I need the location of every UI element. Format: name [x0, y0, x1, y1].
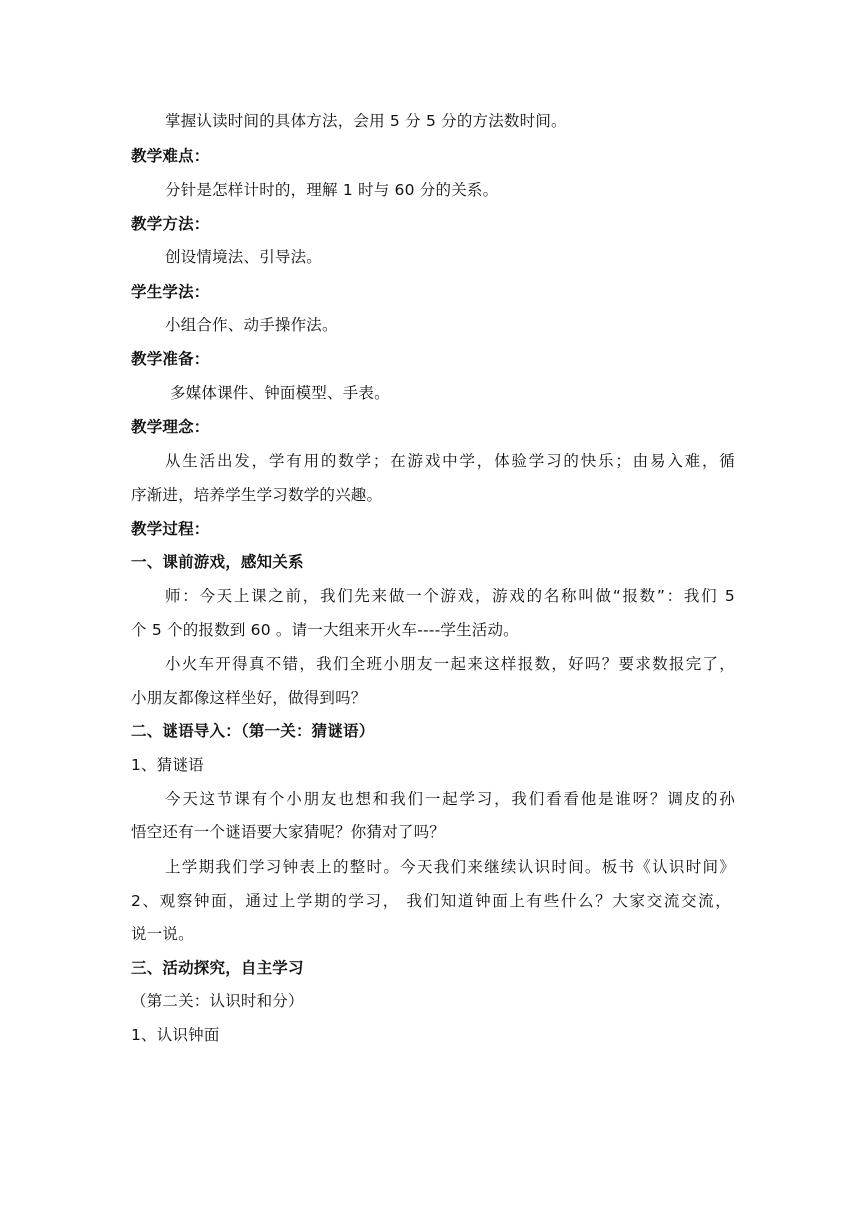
- learning-method-text: 小组合作、动手操作法。: [165, 316, 338, 334]
- section-3-item-1: 1、认识钟面: [131, 1026, 220, 1044]
- section-1-paragraph-2-line-2: 小朋友都像这样坐好，做得到吗？: [131, 689, 367, 707]
- section-1-paragraph-1-line-1: 师：今天上课之前，我们先来做一个游戏，游戏的名称叫做“报数”：我们 5: [165, 587, 735, 605]
- section-3-heading: 三、活动探究，自主学习: [131, 959, 304, 977]
- heading-process: 教学过程：: [131, 520, 210, 538]
- philosophy-text-line-1: 从生活出发，学有用的数学；在游戏中学，体验学习的快乐；由易入难，循: [165, 452, 735, 470]
- heading-difficulty: 教学难点：: [131, 147, 210, 165]
- heading-learning-method: 学生学法：: [131, 283, 210, 301]
- heading-philosophy: 教学理念：: [131, 418, 210, 436]
- section-3-subheading: （第二关：认识时和分）: [131, 992, 304, 1010]
- difficulty-text: 分针是怎样计时的，理解 1 时与 60 分的关系。: [165, 181, 499, 199]
- section-2-heading: 二、谜语导入：（第一关：猜谜语）: [131, 722, 375, 740]
- objective-text: 掌握认读时间的具体方法，会用 5 分 5 分的方法数时间。: [165, 112, 567, 130]
- section-2-paragraph-1-line-2: 悟空还有一个谜语要大家猜呢？你猜对了吗？: [131, 823, 446, 841]
- heading-preparation: 教学准备：: [131, 350, 210, 368]
- section-2-paragraph-2: 上学期我们学习钟表上的整时。今天我们来继续认识时间。板书《认识时间》: [165, 858, 735, 876]
- philosophy-text-line-2: 序渐进，培养学生学习数学的兴趣。: [131, 486, 383, 504]
- section-2-item-2-line-1: 2、观察钟面，通过上学期的学习， 我们知道钟面上有些什么？大家交流交流，: [131, 892, 731, 910]
- section-1-heading: 一、课前游戏，感知关系: [131, 553, 304, 571]
- heading-teaching-method: 教学方法：: [131, 215, 210, 233]
- preparation-text: 多媒体课件、钟面模型、手表。: [170, 384, 390, 402]
- section-2-paragraph-1-line-1: 今天这节课有个小朋友也想和我们一起学习，我们看看他是谁呀？调皮的孙: [165, 790, 735, 808]
- section-1-paragraph-1-line-2: 个 5 个的报数到 60 。请一大组来开火车----学生活动。: [131, 621, 519, 639]
- section-2-item-2-line-2: 说一说。: [131, 925, 194, 943]
- section-2-item-1: 1、猜谜语: [131, 756, 204, 774]
- section-1-paragraph-2-line-1: 小火车开得真不错，我们全班小朋友一起来这样报数，好吗？要求数报完了，: [165, 655, 735, 673]
- teaching-method-text: 创设情境法、引导法。: [165, 248, 323, 266]
